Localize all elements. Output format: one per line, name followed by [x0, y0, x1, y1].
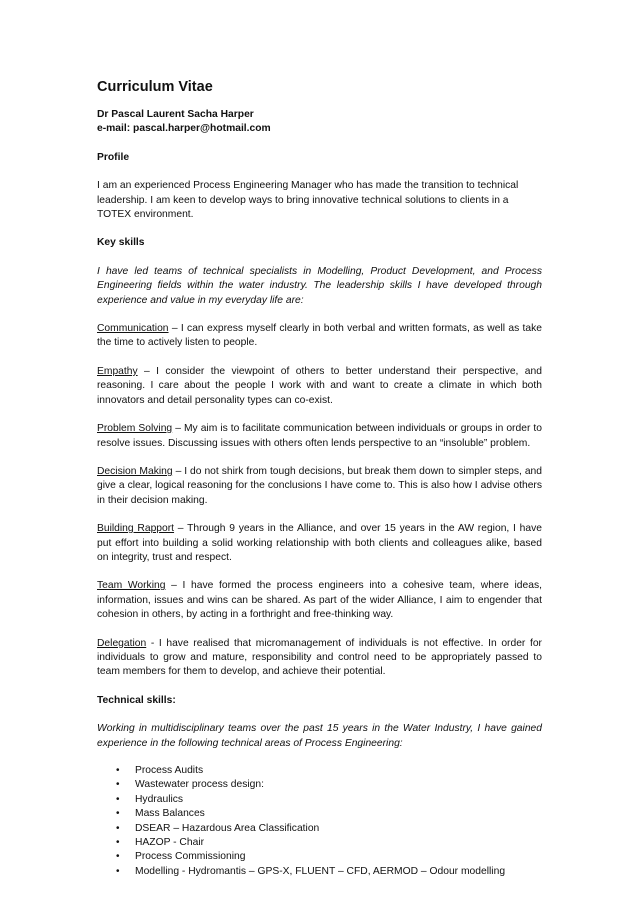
- bullet-icon: •: [116, 851, 120, 863]
- candidate-email: e-mail: pascal.harper@hotmail.com: [97, 123, 271, 135]
- list-item: • Mass Balances: [116, 807, 542, 821]
- list-item: • Process Commissioning: [116, 850, 542, 864]
- skill-name: Delegation: [97, 637, 147, 649]
- bullet-icon: •: [116, 837, 120, 849]
- skill-description: - I have realised that micromanagement of individuals is not effective. In order for individuals to grow and mature, responsibility and control need to be appropriately passed to team members for them to develop, and achieve their potential.: [97, 637, 542, 678]
- list-item: • Wastewater process design:: [116, 778, 542, 792]
- document-title: Curriculum Vitae: [97, 79, 213, 95]
- skill-name: Building Rapport: [97, 523, 175, 535]
- skill-delegation: [97, 637, 542, 680]
- candidate-name: Dr Pascal Laurent Sacha Harper: [97, 109, 254, 120]
- bullet-icon: •: [116, 822, 120, 834]
- skill-description: – Through 9 years in the Alliance, and over 15 years in the AW region, I have put effort into building a solid working relationship with both clients and colleagues alike, based on integrity, trust and respect.: [97, 523, 543, 563]
- profile-heading: Profile: [97, 151, 130, 163]
- skill-name: Decision Making: [97, 465, 173, 477]
- list-item: • Modelling - Hydromantis – GPS-X, FLUENT – CFD, AERMOD – Odour modelling: [116, 865, 542, 879]
- skill-name: Empathy: [97, 365, 138, 377]
- technical-skills-list: [97, 764, 542, 879]
- bullet-icon: •: [116, 765, 120, 776]
- skill-communication: [97, 322, 542, 351]
- skill-description: – I do not shirk from tough decisions, but break them down to simpler steps, and give a clear, logical reasoning for the conclusions I have come to. This is also how I advise others in their decision making.: [97, 465, 542, 506]
- bullet-icon: •: [116, 779, 120, 791]
- skill-problem-solving: [97, 422, 542, 451]
- key-skills-intro: I have led teams of technical specialists in Modelling, Product Development, and Process Engineering fields within the water industry. The leadership skills I have developed through experience and value in my everyday life are:: [97, 265, 542, 306]
- list-item: • Hydraulics: [116, 793, 542, 807]
- skill-decision-making: [97, 465, 542, 508]
- list-item: • DSEAR – Hazardous Area Classification: [116, 822, 542, 836]
- skill-team-working: [97, 579, 542, 622]
- bullet-icon: •: [116, 808, 120, 820]
- skill-description: – I consider the viewpoint of others to better understand their perspective, and reasoning. I care about the people I work with and want to create a climate in which both innovators and detail personality types can co-exist.: [97, 365, 542, 406]
- technical-skills-intro: Working in multidisciplinary teams over the past 15 years in the Water Industry, I have gained experience in the following technical areas of Process Engineering:: [97, 723, 542, 749]
- skill-building-rapport: [97, 522, 542, 565]
- bullet-icon: •: [116, 865, 120, 877]
- key-skills-heading: Key skills: [97, 237, 145, 249]
- skill-name: Team Working: [97, 580, 166, 592]
- skill-description: – I can express myself clearly in both verbal and written formats, as well as take the time to actively listen to people.: [97, 323, 542, 349]
- skill-name: Communication: [97, 323, 169, 335]
- list-item: • HAZOP - Chair: [116, 836, 542, 850]
- skill-empathy: [97, 365, 542, 408]
- list-item: • Process Audits: [116, 764, 542, 778]
- skill-description: – I have formed the process engineers into a cohesive team, where ideas, information, issues and wins can be shared. As part of the wider Alliance, I aim to engender that cohesion in others, by acting in a forthright and free-thinking way.: [97, 580, 542, 621]
- profile-text: I am an experienced Process Engineering Manager who has made the transition to technical leadership. I am keen to develop ways to bring innovative technical solutions to clients in a TOTEX environment.: [97, 180, 519, 221]
- bullet-icon: •: [116, 793, 120, 805]
- skill-description: – My aim is to facilitate communication between individuals or groups in order to resolve issues. Discussing issues with others often lends perspective to an “insoluble” problem.: [97, 423, 542, 449]
- cv-document: [97, 78, 542, 879]
- skill-name: Problem Solving: [97, 423, 173, 435]
- technical-skills-heading: Technical skills:: [97, 694, 176, 706]
